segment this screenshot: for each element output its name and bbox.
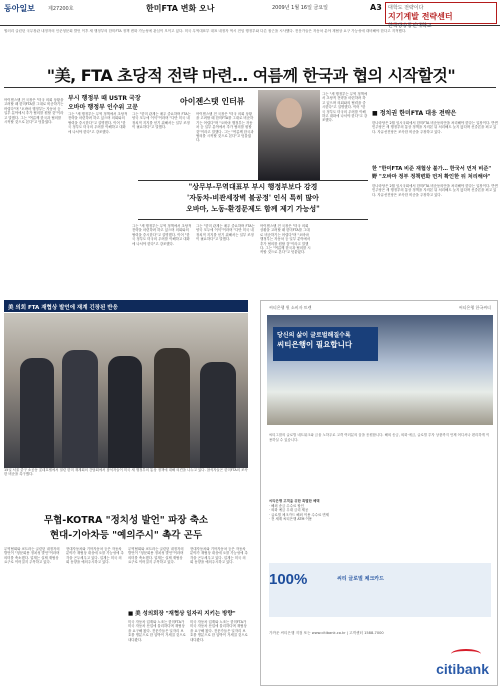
top-ad-tagline: 대학도 전략이다 — [388, 5, 424, 11]
citibank-logo: citibank — [436, 661, 489, 677]
story2-headline-1: 무협-KOTRA "정치성 발언" 파장 축소 — [43, 515, 209, 526]
headline-divider — [4, 87, 496, 88]
story2-column-1: 무역협회와 코트라는 클린턴 내정자의 발언이 "청문회용 정치성 발언"이라며 의미를 축소했다. 업계는 실제 재협상 요구로 이어질지 주목하고 있다. — [4, 547, 60, 565]
person-figure — [62, 350, 98, 468]
politics-subhead-1: 한 "한미FTA 비준 재협상 불가… 한국서 먼저 비준" — [372, 166, 492, 172]
top-advertisement — [385, 2, 497, 29]
story2-column-4: 현대자동차와 기아자동차 등은 자동차 분야가 재협상 대상에 오를 가능성에 촉각을 곤두세우고 있다. 업계는 미국 의회 동향을 예의주시하고 있다. — [190, 547, 248, 565]
ad-card-name: 씨티 글로벌 체크카드 — [337, 576, 384, 582]
person-figure — [200, 362, 236, 468]
photo-section-title: 美 의회 FTA 재협상 발언에 재계 긴장된 반응 — [4, 300, 248, 312]
ad-benefits-title: 씨티은행 고객을 위한 특별한 혜택 — [269, 499, 320, 503]
citibank-advertisement[interactable] — [260, 300, 498, 686]
main-headline: "美, FTA 초당적 전략 마련… 여름께 한국과 협의 시작할것" — [46, 66, 456, 85]
politics-subhead-2: 野 "오바마 정부 정책변화 먼저 확인한 뒤 처리해야" — [372, 174, 491, 180]
ad-header-right: 씨티은행 한국씨티 — [458, 305, 491, 310]
interview-name: 아이젠스탯 인터뷰 — [180, 97, 245, 106]
politics-sidebar — [372, 108, 498, 294]
story2-headline-2: 현대-기아차등 "예의주시" 촉각 곤두 — [49, 530, 203, 541]
interview-column-5: 그는 "새 행정부는 무역 정책에서 초당적 전략을 마련하려 하고 있으며 의회와의 협력을 중시한다"고 설명했다. 이어 "한국 정부도 미국의 우려를 이해하고 대화에 나서야 한다"고 강조했다. — [132, 224, 192, 246]
issue-date: 2009년 1월 16일 금요일 — [272, 5, 329, 11]
ad-banner-line-2: 씨티은행이 필요합니다 — [277, 340, 353, 349]
section-title: 한미FTA 변화 오나 — [146, 4, 215, 13]
story3-column-1: 미국 자동차 업계와 노조는 한미FTA가 미국 자동차 산업에 불리하다며 재협상을 요구해 왔다. 전문가들은 일자리 보호를 명분으로 한 압박이 거세질 것으로 내다봤다. — [128, 620, 186, 642]
interview-column-8: 그는 "새 행정부는 무역 정책에서 초당적 전략을 마련하려 하고 있으며 의회와의 협력을 중시한다"고 설명했다. 이어 "한국 정부도 미국의 우려를 이해하고 대화에 나서야 한다"고 강조했다. — [322, 92, 368, 123]
pull-quote-line-2: '자동차-비관세장벽 불공정' 인식 특히 많아 — [187, 193, 319, 202]
politics-sidebar-title: ■ 정치권 한미FTA 대응 전략은 — [372, 110, 457, 117]
story3-column-2: 미국 자동차 업계와 노조는 한미FTA가 미국 자동차 산업에 불리하다며 재협상을 요구해 왔다. 전문가들은 일자리 보호를 명분으로 한 압박이 거세질 것으로 내다봤다. — [190, 620, 248, 642]
ad-percent: 100% — [269, 571, 308, 588]
top-ad-sponsor: 한국방송통신대학교 — [388, 23, 432, 29]
ad-footer-text[interactable]: 가까운 씨티은행 지점 또는 www.citibank.co.kr | 고객센터 1588-7000 — [269, 631, 384, 635]
ad-banner — [273, 327, 378, 361]
ad-header-left: 씨티은행 원 소비자 트렌 — [269, 305, 312, 310]
interview-label-1: 부시 행정부 때 USTR 국장 — [68, 95, 141, 102]
politics-sidebar-body: 한나라당은 2월 임시국회에서 한미FTA 비준동의안을 처리해야 한다는 입장이다. 반면 민주당은 새 행정부의 통상 정책을 지켜본 뒤 처리해도 늦지 않다며 신중론을 펴고 있다. 자유선진당은 조속한 비준을 주장하고 있다. — [372, 121, 498, 134]
meeting-photo — [4, 313, 248, 468]
lead-paragraph: 힐러리 클린턴 국무장관 내정자의 인준청문회 발언 이후 새 행정부의 한미FTA 정책 변화 가능성에 관심이 모이고 있다. 미국 무역대표부 대표 내정자 역시 전임 행정부와 다른 접근을 시사했다. 전문가들은 자동차 분야 재협상 요구 가능성에 대비해야 한다고 지적했다. — [4, 29, 407, 33]
interview-column-3: 그는 "한미 관계는 매우 중요하며 FTA는 양국 모두에 이익"이라며 "다만 미국 내 정치적 지지를 얻기 위해서는 일부 조정이 필요하다"고 말했다. — [132, 112, 191, 130]
page-number: A3 — [370, 3, 382, 12]
issue-number: 제27200호 — [48, 6, 74, 12]
interview-column-6: 그는 "한미 관계는 매우 중요하며 FTA는 양국 모두에 이익"이라며 "다만 미국 내 정치적 지지를 얻기 위해서는 일부 조정이 필요하다"고 말했다. — [196, 224, 255, 242]
interview-column-2: 그는 "새 행정부는 무역 정책에서 초당적 전략을 마련하려 하고 있으며 의회와의 협력을 중시한다"고 설명했다. 이어 "한국 정부도 미국의 우려를 이해하고 대화에 나서야 한다"고 강조했다. — [68, 112, 128, 134]
citibank-arc-icon — [451, 649, 481, 659]
ad-header — [269, 305, 491, 311]
politics-sidebar-body-2: 한나라당은 2월 임시국회에서 한미FTA 비준동의안을 처리해야 한다는 입장이다. 반면 민주당은 새 행정부의 통상 정책을 지켜본 뒤 처리해도 늦지 않다며 신중론을 펴고 있다. 자유선진당은 조속한 비준을 주장하고 있다. — [372, 184, 498, 197]
ad-banner-line-1: 당신의 삶이 글로벌해질수록 — [277, 332, 351, 339]
interview-column-7: 아이젠스탯 전 국장은 "미국 의회 상황을 고려할 때 한미FTA를 그대로 비준하기는 어렵다"며 "오바마 행정부는 자동차 등 일부 분야에서 추가 협의를 원할 것"이라고 말했다. 그는 "여름께 한국과 협의를 시작할 것으로 본다"고 덧붙였다. — [260, 224, 311, 255]
photo-caption: 15일 서울 중구 소공동 롯데호텔에서 열린 한미 재계회의 간담회에서 참석자들이 미국 새 행정부의 통상 정책에 대해 의견을 나누고 있다. 참석자들은 한미FTA의 조속한 비준을 촉구했다. — [4, 468, 248, 477]
ad-body-text: 씨티그룹의 글로벌 네트워크와 금융 노하우로 고객 여러분의 꿈을 응원합니다. 해외 송금, 외화 예금, 글로벌 투자 상품까지 언제 어디서나 편리하게 이용하실 수 있습니다. — [269, 433, 490, 442]
pull-quote-line-1: "상무부-무역대표부 부시 행정부보다 강경 — [188, 182, 318, 191]
person-figure — [108, 356, 142, 468]
interview-label-2: 오바마 행정부 인수위 고문 — [68, 104, 139, 111]
person-figure — [20, 358, 54, 468]
interview-column-1: 아이젠스탯 전 국장은 "미국 의회 상황을 고려할 때 한미FTA를 그대로 비준하기는 어렵다"며 "오바마 행정부는 자동차 등 일부 분야에서 추가 협의를 원할 것"이라고 말했다. 그는 "여름께 한국과 협의를 시작할 것으로 본다"고 덧붙였다. — [4, 98, 64, 125]
story3-headline: ■ 美 성의회장 "재협상 일자리 지키는 방향" — [128, 611, 236, 617]
top-ad-title: 지기계발 전략센터 — [388, 12, 453, 21]
interviewee-face — [276, 98, 302, 128]
newspaper-masthead: 동아일보 — [4, 3, 35, 13]
interview-column-4: 아이젠스탯 전 국장은 "미국 의회 상황을 고려할 때 한미FTA를 그대로 비준하기는 어렵다"며 "오바마 행정부는 자동차 등 일부 분야에서 추가 협의를 원할 것"이라고 말했다. 그는 "여름께 한국과 협의를 시작할 것으로 본다"고 덧붙였다. — [196, 112, 254, 143]
story2-column-3: 무역협회와 코트라는 클린턴 내정자의 발언이 "청문회용 정치성 발언"이라며 의미를 축소했다. 업계는 실제 재협상 요구로 이어질지 주목하고 있다. — [128, 547, 184, 565]
ad-benefits — [269, 499, 491, 557]
ad-benefits-list: · 해외 송금 수수료 할인 · 외화 예금 우대 금리 제공 · 글로벌 체크카드 해외 이용 수수료 면제 · 전 세계 씨티은행 ATM 이용 — [269, 503, 329, 522]
person-figure — [154, 348, 190, 468]
story2-column-2: 현대자동차와 기아자동차 등은 자동차 분야가 재협상 대상에 오를 가능성에 촉각을 곤두세우고 있다. 업계는 미국 의회 동향을 예의주시하고 있다. — [66, 547, 124, 565]
pull-quote-line-3: 오바마, 노동-환경문제도 함께 제기 가능성" — [186, 204, 320, 213]
